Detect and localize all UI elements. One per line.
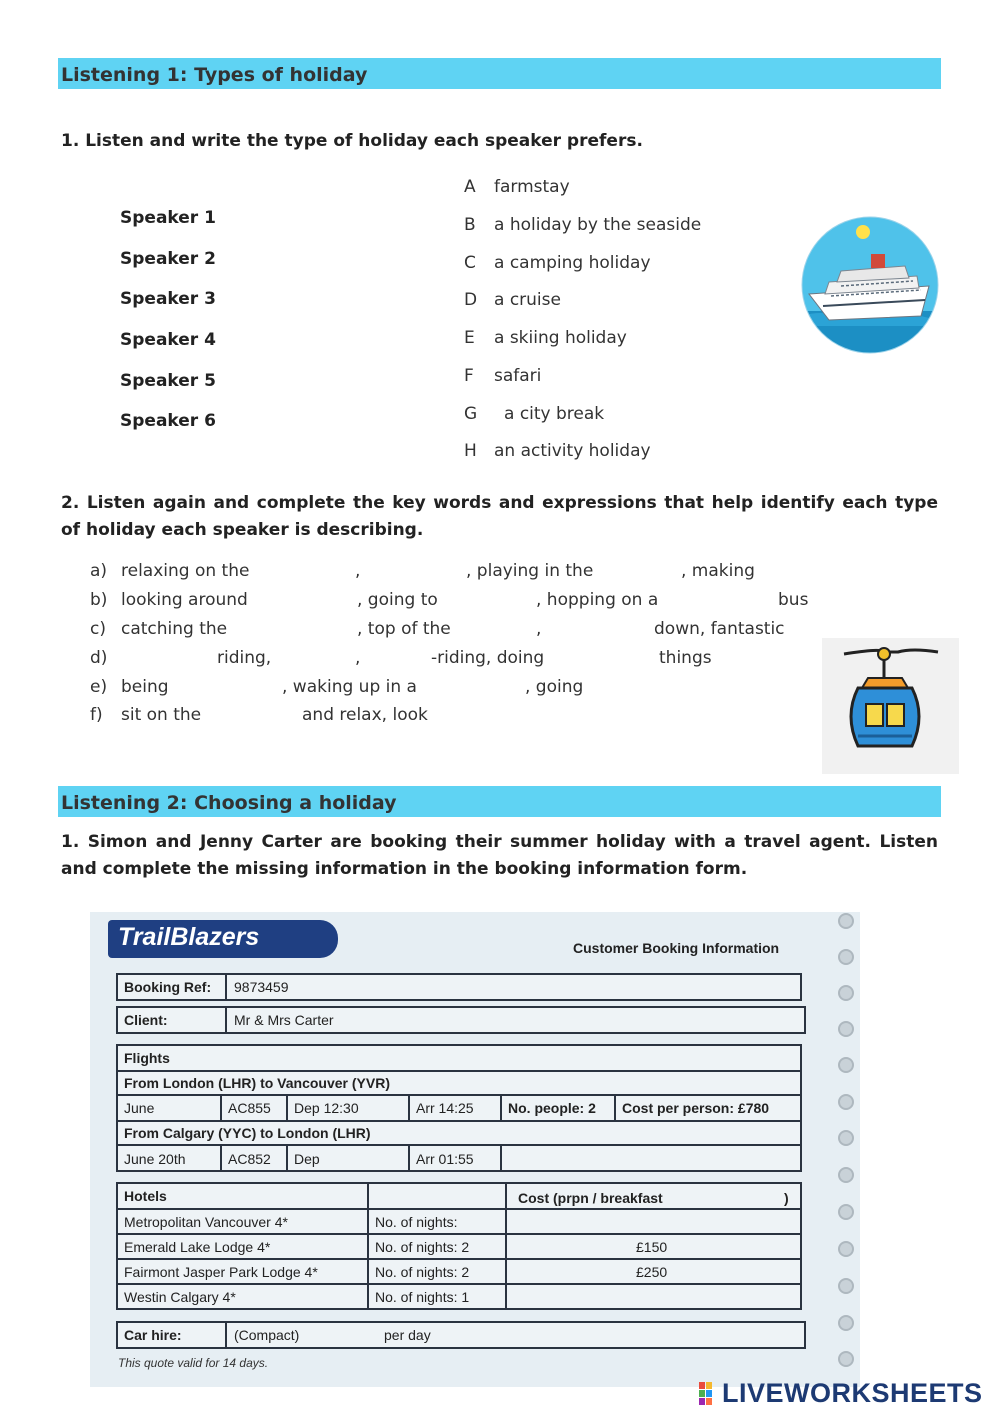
hotel-cost-label-close: ) [784, 1190, 789, 1206]
binder-ring [838, 1094, 854, 1110]
cloze-text: looking around [121, 590, 248, 610]
outbound-arrival: Arr 14:25 [416, 1100, 474, 1116]
cloze-text: being [121, 677, 169, 697]
outbound-departure: Dep 12:30 [294, 1100, 359, 1116]
option-letter: D [464, 290, 478, 310]
client-value: Mr & Mrs Carter [234, 1012, 334, 1028]
binder-ring [838, 1167, 854, 1183]
cloze-text: , going [525, 677, 584, 697]
speaker-label: Speaker 5 [120, 371, 216, 391]
option-text: an activity holiday [494, 441, 651, 461]
cloze-text: , making [681, 561, 755, 581]
return-departure: Dep [294, 1151, 320, 1167]
outbound-flight: AC855 [228, 1100, 271, 1116]
cloze-text: , [355, 561, 361, 581]
option-letter: F [464, 366, 474, 386]
question-1-instruction: 1. Listen and write the type of holiday each speaker prefers. [61, 131, 643, 151]
cloze-text: , waking up in a [282, 677, 417, 697]
hotels-label: Hotels [124, 1188, 167, 1204]
speaker-label: Speaker 4 [120, 330, 216, 350]
cloze-row-a [0, 561, 1000, 590]
section-title-listening-1: Listening 1: Types of holiday [58, 58, 941, 89]
item-label: e) [90, 677, 108, 697]
binder-ring [838, 1204, 854, 1220]
item-label: a) [90, 561, 108, 581]
binder-ring [838, 1130, 854, 1146]
cloze-text: catching the [121, 619, 228, 639]
cloze-text: , [536, 619, 542, 639]
form-heading: Customer Booking Information [573, 940, 780, 956]
trailblazers-logo: TrailBlazers [108, 920, 338, 958]
flights-label: Flights [124, 1050, 170, 1066]
cloze-text: riding, [217, 648, 272, 668]
listening-2-instruction: 1. Simon and Jenny Carter are booking their summer holiday with a travel agent. Listen and complete the missing information in the booking information form. [61, 832, 938, 879]
client-box [116, 1006, 806, 1034]
hotel-nights: No. of nights: [375, 1214, 458, 1230]
binder-ring [838, 1315, 854, 1331]
binder-ring [838, 1021, 854, 1037]
cloze-text: down, fantastic [654, 619, 785, 639]
return-date: June 20th [124, 1151, 186, 1167]
hotel-cost: £150 [636, 1239, 668, 1255]
binder-ring [838, 913, 854, 929]
hotel-cost [630, 1211, 636, 1214]
booking-ref-value: 9873459 [234, 979, 289, 995]
hotel-name: Westin Calgary 4* [124, 1289, 236, 1305]
liveworksheets-watermark: LIVEWORKSHEETS [722, 1378, 983, 1408]
car-hire-value: (Compact) [234, 1327, 300, 1343]
hotel-name: Metropolitan Vancouver 4* [124, 1214, 288, 1230]
hotel-name: Fairmont Jasper Park Lodge 4* [124, 1264, 318, 1280]
hotel-nights: No. of nights: 2 [375, 1239, 470, 1255]
item-label: c) [90, 619, 106, 639]
option-letter: H [464, 441, 477, 461]
speaker-label: Speaker 6 [120, 411, 216, 431]
car-hire-per-day: per day [384, 1327, 431, 1343]
item-label: d) [90, 648, 108, 668]
option-text: a camping holiday [494, 253, 651, 273]
cloze-text: relaxing on the [121, 561, 250, 581]
option-text: safari [494, 366, 542, 386]
hotel-name: Emerald Lake Lodge 4* [124, 1239, 271, 1255]
cable-car-illustration [822, 638, 959, 774]
cloze-text: things [659, 648, 712, 668]
hotel-cost: £250 [636, 1264, 668, 1280]
outbound-people: No. people: 2 [508, 1100, 596, 1116]
outbound-cost: Cost per person: £780 [622, 1100, 770, 1116]
option-text: a skiing holiday [494, 328, 627, 348]
cloze-text: bus [778, 590, 809, 610]
item-label: b) [90, 590, 108, 610]
question-2-instruction: 2. Listen again and complete the key words and expressions that help identify each type of holiday each speaker is describing. [61, 493, 938, 540]
option-text: farmstay [494, 177, 570, 197]
binder-ring [838, 1278, 854, 1294]
cloze-text: , [355, 648, 361, 668]
car-hire-label: Car hire: [124, 1327, 182, 1343]
outbound-route: From London (LHR) to Vancouver (YVR) [124, 1075, 390, 1091]
outbound-date: June [124, 1100, 155, 1116]
speaker-label: Speaker 2 [120, 249, 216, 269]
option-text: a city break [504, 404, 605, 424]
option-letter: G [464, 404, 478, 424]
cloze-text: sit on the [121, 705, 202, 725]
binder-ring [838, 1057, 854, 1073]
binder-ring [838, 985, 854, 1001]
binder-ring [838, 1351, 854, 1367]
cloze-text: , going to [357, 590, 438, 610]
cloze-text: and relax, look [302, 705, 428, 725]
car-hire-box [116, 1321, 806, 1349]
section-title-listening-2: Listening 2: Choosing a holiday [58, 786, 941, 817]
item-label: f) [90, 705, 103, 725]
return-flight: AC852 [228, 1151, 271, 1167]
option-letter: E [464, 328, 475, 348]
hotel-nights: No. of nights: 2 [375, 1264, 470, 1280]
hotel-cost [630, 1286, 636, 1289]
return-arrival: Arr 01:55 [416, 1151, 474, 1167]
option-letter: C [464, 253, 476, 273]
cloze-text: , playing in the [466, 561, 594, 581]
binder-ring [838, 1241, 854, 1257]
hotel-nights: No. of nights: 1 [375, 1289, 470, 1305]
speaker-label: Speaker 3 [120, 289, 216, 309]
option-text: a holiday by the seaside [494, 215, 702, 235]
cloze-text: , hopping on a [536, 590, 659, 610]
cloze-text: -riding, doing [431, 648, 545, 668]
speaker-label: Speaker 1 [120, 208, 216, 228]
return-route: From Calgary (YYC) to London (LHR) [124, 1125, 371, 1141]
quote-validity-note: This quote valid for 14 days. [118, 1356, 269, 1370]
cruise-ship-illustration [801, 216, 939, 354]
option-letter: B [464, 215, 476, 235]
client-label: Client: [124, 1012, 168, 1028]
booking-ref-label: Booking Ref: [124, 979, 212, 995]
hotel-cost-label: Cost (prpn / breakfast [518, 1190, 663, 1206]
binder-ring [838, 949, 854, 965]
option-letter: A [464, 177, 476, 197]
cloze-text: , top of the [357, 619, 451, 639]
cloze-row-b [0, 590, 1000, 619]
liveworksheets-logo-icon [699, 1382, 721, 1406]
booking-ref-box [116, 973, 802, 1001]
option-text: a cruise [494, 290, 561, 310]
